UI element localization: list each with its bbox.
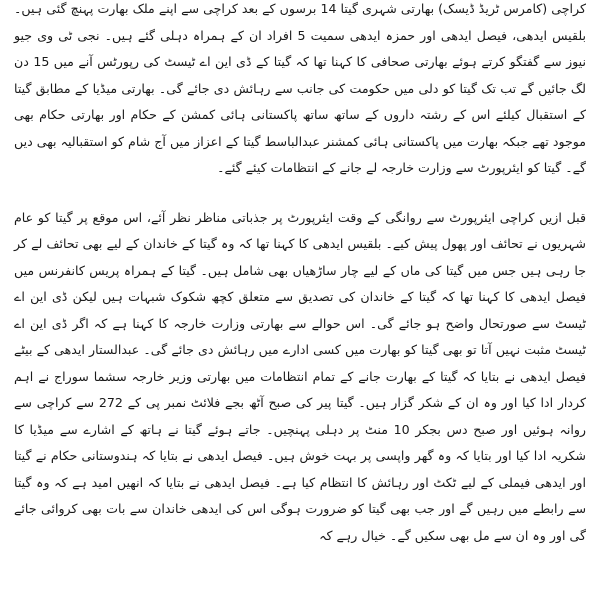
article-paragraph-1: کراچی (کامرس ٹریڈ ڈیسک) بھارتی شہری گیتا 14 برسوں کے بعد کراچی سے اپنے ملک بھارت پہنچ گئی ہیں۔ بلقیس ایدھی، فیصل ایدھی اور حمزہ ایدھی سمیت 5 افراد ان کے ہمراہ دہلی گئے ہیں۔ نجی ٹی وی جیو نیوز سے گفتگو کرتے ہوئے بھارتی صحافی کا کہنا تھا کہ گیتا کے ڈی این اے ٹیسٹ کی رپورٹس آنے میں 15 دن لگ جائیں گے تب تک گیتا کو دلی میں حکومت کی جانب سے رہائش دی جائے گی۔ بھارتی میڈیا کے مطابق گیتا کے استقبال کیلئے اس کے رشتہ داروں کے ساتھ ساتھ پاکستانی ہائی کمشن کے حکام اور بھارتی حکام بھی موجود تھے جبکہ بھارت میں پاکستانی ہائی کمشنر عبدالباسط گیتا کے اعزاز میں آج شام کو استقبالیہ بھی دیں گے۔ گیتا کو ایئرپورٹ سے وزارت خارجہ لے جانے کے انتظامات کیئے گئے۔	[14, 1, 587, 175]
article-paragraph-2: قبل ازیں کراچی ایئرپورٹ سے روانگی کے وقت ایئرپورٹ پر جذباتی مناظر نظر آئے، اس موقع پر گیتا کو عام شہریوں نے تحائف اور پھول پیش کیے۔ بلقیس ایدھی کا کہنا تھا کہ وہ گیتا کے خاندان کے لیے بھی تحائف لے کر جا رہی ہیں جس میں گیتا کی ماں کے لیے چار ساڑھیاں بھی شامل ہیں۔ گیتا کے ہمراہ پریس کانفرنس میں فیصل ایدھی کا کہنا تھا کہ گیتا کے خاندان کی تصدیق سے متعلق کچھ شکوک شبہات ہیں لیکن ڈی این اے ٹیسٹ سے صورتحال واضح ہو جائے گی۔ اس حوالے سے بھارتی وزارت خارجہ کا کہنا ہے کہ اگر ڈی این اے ٹیسٹ مثبت نہیں آتا تو بھی گیتا کو بھارت میں کسی ادارے میں رہائش دی جائے گی۔ عبدالستار ایدھی کے بیٹے فیصل ایدھی نے بتایا کہ گیتا کے بھارت جانے کے تمام انتظامات میں بھارتی وزیر خارجہ سشما سوراج نے اہم کردار ادا کیا اور وہ ان کے شکر گزار ہیں۔ گیتا پیر کی صبح آٹھ بجے فلائٹ نمبر پی کے 272 سے کراچی سے روانہ ہوئیں اور صبح دس بجکر 10 منٹ پر دہلی پہنچیں۔ جاتے ہوئے گیتا نے ہاتھ کے اشارے سے میڈیا کا شکریہ ادا کیا اور بتایا کہ وہ گھر واپسی پر بہت خوش ہیں۔ فیصل ایدھی نے بتایا کہ ہندوستانی حکام نے گیتا اور ایدھی فیملی کے لیے ٹکٹ اور رہائش کا انتظام کیا ہے۔ فیصل ایدھی نے بتایا کہ انھیں امید ہے کہ وہ گیتا سے رابطے میں رہیں گے اور جب بھی گیتا کو ضرورت ہوگی اس کی ایدھی خاندان سے بات بھی کروائی جائے گی اور وہ ان سے مل بھی سکیں گے۔ خیال رہے کہ	[14, 209, 586, 543]
article-body	[14, 0, 586, 572]
